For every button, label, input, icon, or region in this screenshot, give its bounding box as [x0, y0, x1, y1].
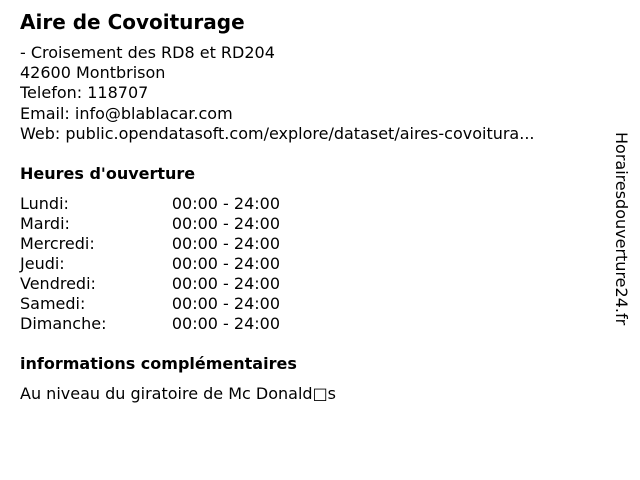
hours-row-sunday	[20, 314, 280, 334]
day-label: Vendredi:	[20, 274, 96, 293]
page-title: Aire de Covoiturage	[20, 10, 245, 34]
time-range: 00:00 - 24:00	[171, 294, 280, 313]
day-label: Jeudi:	[20, 254, 65, 273]
time-range: 00:00 - 24:00	[171, 254, 280, 273]
watermark-container	[608, 132, 636, 372]
address-block	[20, 43, 595, 144]
hours-row-tuesday	[20, 214, 280, 234]
day-label: Dimanche:	[20, 314, 107, 333]
time-range: 00:00 - 24:00	[171, 214, 280, 233]
time-range: 00:00 - 24:00	[171, 274, 280, 293]
time-range: 00:00 - 24:00	[171, 194, 280, 213]
opening-hours-table	[20, 194, 280, 334]
day-label: Mercredi:	[20, 234, 95, 253]
day-label: Lundi:	[20, 194, 69, 213]
hours-row-monday	[20, 194, 280, 214]
hours-row-thursday	[20, 254, 280, 274]
time-range: 00:00 - 24:00	[171, 234, 280, 253]
day-label: Samedi:	[20, 294, 86, 313]
time-range: 00:00 - 24:00	[171, 314, 280, 333]
hours-row-wednesday	[20, 234, 280, 254]
opening-hours-heading: Heures d'ouverture	[20, 164, 196, 183]
phone-number[interactable]: Telefon: 118707	[20, 83, 149, 103]
day-label: Mardi:	[20, 214, 70, 233]
additional-info-text: Au niveau du giratoire de Mc Donald□s	[20, 384, 337, 403]
hours-row-saturday	[20, 294, 280, 314]
email-address[interactable]: Email: info@blablacar.com	[20, 103, 233, 123]
additional-info-heading: informations complémentaires	[20, 354, 297, 373]
site-watermark: Horairesdouverture24.fr	[612, 132, 631, 326]
address-city: 42600 Montbrison	[20, 63, 166, 83]
address-street: - Croisement des RD8 et RD204	[20, 43, 275, 62]
website-link[interactable]: Web: public.opendatasoft.com/explore/dataset/aires-covoitura...	[20, 123, 535, 143]
hours-row-friday	[20, 274, 280, 294]
